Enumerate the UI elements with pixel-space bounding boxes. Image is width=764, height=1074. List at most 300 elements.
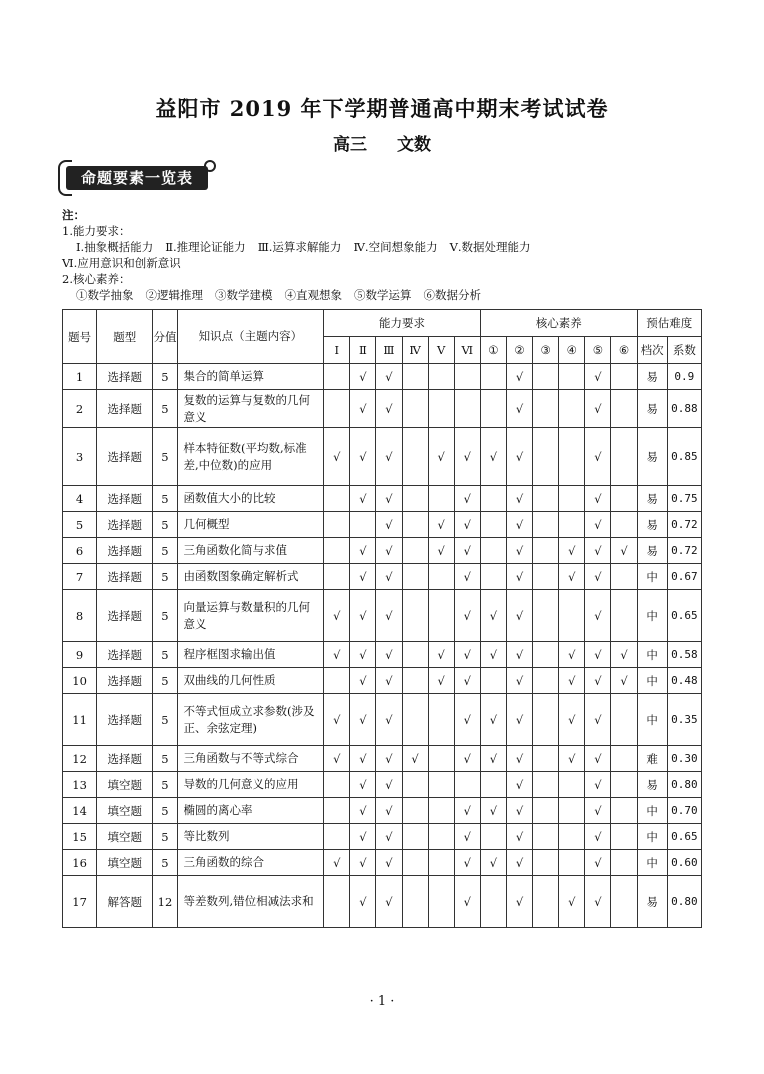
- cell-empty: [324, 486, 350, 512]
- cell-empty: [533, 772, 559, 798]
- cell-empty: [480, 824, 506, 850]
- cell-check: √: [350, 390, 376, 428]
- cell-empty: [350, 512, 376, 538]
- table-row: [63, 876, 702, 928]
- cell-topic: 几何概型: [177, 512, 324, 538]
- cell-empty: [428, 486, 454, 512]
- notes-label: 注：: [62, 208, 85, 222]
- cell-check: √: [324, 850, 350, 876]
- cell-check: √: [324, 694, 350, 746]
- cell-check: √: [376, 798, 402, 824]
- cell-check: √: [350, 428, 376, 486]
- section-banner: [58, 160, 216, 196]
- table-row: [63, 668, 702, 694]
- cell-score: 5: [153, 824, 177, 850]
- cell-check: √: [324, 642, 350, 668]
- cell-check: √: [376, 590, 402, 642]
- table-row: [63, 590, 702, 642]
- cell-check: √: [506, 798, 532, 824]
- table-row: [63, 850, 702, 876]
- cell-empty: [324, 772, 350, 798]
- cell-level: 中: [637, 694, 667, 746]
- header-ability-col: Ⅱ: [350, 337, 376, 364]
- cell-check: √: [350, 538, 376, 564]
- cell-empty: [402, 590, 428, 642]
- cell-check: √: [585, 850, 611, 876]
- cell-score: 5: [153, 428, 177, 486]
- cell-empty: [402, 486, 428, 512]
- cell-topic: 样本特征数(平均数,标准差,中位数)的应用: [177, 428, 324, 486]
- cell-score: 5: [153, 668, 177, 694]
- cell-check: √: [454, 512, 480, 538]
- cell-num: 10: [63, 668, 97, 694]
- cell-check: √: [585, 564, 611, 590]
- cell-check: √: [376, 390, 402, 428]
- cell-coef: 0.65: [667, 590, 701, 642]
- cell-check: √: [585, 798, 611, 824]
- cell-num: 2: [63, 390, 97, 428]
- cell-check: √: [585, 364, 611, 390]
- cell-check: √: [454, 694, 480, 746]
- cell-check: √: [506, 564, 532, 590]
- table-row: [63, 512, 702, 538]
- cell-empty: [480, 564, 506, 590]
- cell-coef: 0.65: [667, 824, 701, 850]
- cell-empty: [533, 850, 559, 876]
- cell-check: √: [506, 668, 532, 694]
- table-row: [63, 694, 702, 746]
- cell-coef: 0.48: [667, 668, 701, 694]
- cell-check: √: [585, 390, 611, 428]
- cell-coef: 0.75: [667, 486, 701, 512]
- cell-empty: [533, 364, 559, 390]
- cell-level: 中: [637, 642, 667, 668]
- cell-check: √: [506, 590, 532, 642]
- cell-check: √: [454, 564, 480, 590]
- header-difficulty: 预估难度: [637, 310, 701, 337]
- cell-check: √: [506, 824, 532, 850]
- cell-empty: [559, 798, 585, 824]
- cell-empty: [324, 512, 350, 538]
- notes-section: [62, 207, 712, 303]
- cell-coef: 0.35: [667, 694, 701, 746]
- cell-score: 5: [153, 642, 177, 668]
- cell-check: √: [506, 390, 532, 428]
- cell-empty: [611, 694, 637, 746]
- cell-num: 6: [63, 538, 97, 564]
- header-topic: 知识点（主题内容）: [177, 310, 324, 364]
- cell-empty: [428, 590, 454, 642]
- cell-score: 5: [153, 390, 177, 428]
- cell-empty: [559, 824, 585, 850]
- cell-check: √: [559, 538, 585, 564]
- table-row: [63, 798, 702, 824]
- cell-empty: [454, 390, 480, 428]
- cell-check: √: [480, 590, 506, 642]
- cell-check: √: [585, 512, 611, 538]
- cell-check: √: [376, 824, 402, 850]
- cell-num: 15: [63, 824, 97, 850]
- cell-score: 5: [153, 538, 177, 564]
- cell-coef: 0.85: [667, 428, 701, 486]
- cell-coef: 0.58: [667, 642, 701, 668]
- cell-num: 5: [63, 512, 97, 538]
- cell-empty: [533, 824, 559, 850]
- cell-coef: 0.30: [667, 746, 701, 772]
- ability-item: Ⅳ.空间想象能力: [353, 240, 438, 254]
- cell-check: √: [585, 746, 611, 772]
- page-title: 益阳市 2019 年下学期普通高中期末考试试卷: [155, 96, 609, 121]
- cell-check: √: [350, 772, 376, 798]
- cell-empty: [611, 824, 637, 850]
- cell-type: 选择题: [97, 564, 153, 590]
- cell-score: 5: [153, 694, 177, 746]
- cell-check: √: [454, 642, 480, 668]
- cell-check: √: [559, 876, 585, 928]
- cell-level: 易: [637, 538, 667, 564]
- table-row: [63, 428, 702, 486]
- cell-check: √: [350, 486, 376, 512]
- cell-coef: 0.72: [667, 512, 701, 538]
- cell-check: √: [376, 486, 402, 512]
- header-ability-col: Ⅴ: [428, 337, 454, 364]
- cell-coef: 0.9: [667, 364, 701, 390]
- cell-empty: [402, 694, 428, 746]
- cell-empty: [402, 668, 428, 694]
- cell-empty: [533, 642, 559, 668]
- cell-empty: [559, 512, 585, 538]
- cell-check: √: [376, 564, 402, 590]
- cell-empty: [480, 772, 506, 798]
- cell-check: √: [559, 564, 585, 590]
- cell-level: 易: [637, 364, 667, 390]
- grade-label: 高三: [333, 135, 368, 155]
- cell-type: 填空题: [97, 798, 153, 824]
- exam-spec-table: [62, 309, 702, 928]
- cell-check: √: [376, 850, 402, 876]
- cell-check: √: [506, 876, 532, 928]
- cell-check: √: [350, 364, 376, 390]
- cell-check: √: [585, 824, 611, 850]
- header-level: 档次: [637, 337, 667, 364]
- cell-num: 17: [63, 876, 97, 928]
- header-core-col: ①: [480, 337, 506, 364]
- cell-topic: 三角函数与不等式综合: [177, 746, 324, 772]
- cell-level: 难: [637, 746, 667, 772]
- cell-empty: [559, 390, 585, 428]
- cell-empty: [402, 428, 428, 486]
- cell-topic: 等差数列,错位相减法求和: [177, 876, 324, 928]
- cell-empty: [324, 798, 350, 824]
- header-ability: 能力要求: [324, 310, 481, 337]
- cell-check: √: [428, 512, 454, 538]
- cell-empty: [611, 590, 637, 642]
- cell-check: √: [559, 746, 585, 772]
- core-item: ④直观想象: [284, 288, 342, 302]
- cell-empty: [480, 364, 506, 390]
- cell-check: √: [611, 642, 637, 668]
- subject-label: 文数: [396, 135, 431, 155]
- cell-score: 5: [153, 364, 177, 390]
- cell-empty: [428, 824, 454, 850]
- table-row: [63, 824, 702, 850]
- cell-score: 5: [153, 564, 177, 590]
- cell-empty: [480, 512, 506, 538]
- cell-type: 选择题: [97, 538, 153, 564]
- cell-empty: [533, 564, 559, 590]
- cell-num: 1: [63, 364, 97, 390]
- cell-check: √: [350, 850, 376, 876]
- cell-type: 选择题: [97, 390, 153, 428]
- cell-empty: [324, 538, 350, 564]
- cell-type: 填空题: [97, 772, 153, 798]
- cell-check: √: [428, 428, 454, 486]
- cell-num: 4: [63, 486, 97, 512]
- cell-topic: 由函数图象确定解析式: [177, 564, 324, 590]
- cell-check: √: [480, 428, 506, 486]
- ability-item: Ⅴ.数据处理能力: [449, 240, 531, 254]
- cell-topic: 集合的简单运算: [177, 364, 324, 390]
- cell-coef: 0.70: [667, 798, 701, 824]
- cell-empty: [611, 746, 637, 772]
- cell-empty: [533, 390, 559, 428]
- header-core: 核心素养: [480, 310, 637, 337]
- cell-check: √: [585, 538, 611, 564]
- cell-coef: 0.72: [667, 538, 701, 564]
- cell-check: √: [585, 668, 611, 694]
- cell-check: √: [585, 772, 611, 798]
- cell-check: √: [506, 538, 532, 564]
- cell-type: 选择题: [97, 746, 153, 772]
- cell-check: √: [585, 428, 611, 486]
- cell-empty: [611, 364, 637, 390]
- cell-check: √: [506, 486, 532, 512]
- core-item: ①数学抽象: [76, 288, 134, 302]
- cell-empty: [402, 512, 428, 538]
- cell-coef: 0.67: [667, 564, 701, 590]
- cell-empty: [480, 486, 506, 512]
- cell-check: √: [350, 746, 376, 772]
- cell-empty: [402, 772, 428, 798]
- cell-empty: [402, 642, 428, 668]
- header-core-col: ⑥: [611, 337, 637, 364]
- cell-type: 填空题: [97, 824, 153, 850]
- cell-num: 8: [63, 590, 97, 642]
- cell-type: 填空题: [97, 850, 153, 876]
- cell-empty: [559, 772, 585, 798]
- cell-empty: [559, 850, 585, 876]
- cell-level: 易: [637, 428, 667, 486]
- cell-empty: [480, 390, 506, 428]
- cell-num: 14: [63, 798, 97, 824]
- ability-list: [62, 239, 712, 255]
- cell-check: √: [376, 694, 402, 746]
- cell-check: √: [376, 772, 402, 798]
- cell-check: √: [324, 746, 350, 772]
- cell-empty: [324, 876, 350, 928]
- cell-check: √: [428, 642, 454, 668]
- cell-empty: [533, 876, 559, 928]
- table-row: [63, 642, 702, 668]
- cell-level: 易: [637, 512, 667, 538]
- cell-topic: 双曲线的几何性质: [177, 668, 324, 694]
- cell-check: √: [585, 694, 611, 746]
- cell-check: √: [454, 538, 480, 564]
- cell-topic: 向量运算与数量积的几何意义: [177, 590, 324, 642]
- header-core-col: ②: [506, 337, 532, 364]
- cell-empty: [324, 364, 350, 390]
- cell-check: √: [376, 876, 402, 928]
- table-row: [63, 538, 702, 564]
- cell-topic: 程序框图求输出值: [177, 642, 324, 668]
- cell-type: 解答题: [97, 876, 153, 928]
- header-core-col: ④: [559, 337, 585, 364]
- cell-empty: [428, 564, 454, 590]
- header-ability-col: Ⅰ: [324, 337, 350, 364]
- cell-empty: [428, 390, 454, 428]
- cell-num: 12: [63, 746, 97, 772]
- cell-check: √: [480, 746, 506, 772]
- cell-check: √: [350, 642, 376, 668]
- cell-empty: [533, 694, 559, 746]
- cell-check: √: [480, 694, 506, 746]
- scroll-curl-right-icon: [204, 160, 216, 172]
- cell-check: √: [480, 850, 506, 876]
- cell-num: 13: [63, 772, 97, 798]
- cell-empty: [533, 486, 559, 512]
- cell-level: 中: [637, 590, 667, 642]
- cell-empty: [533, 590, 559, 642]
- header-ability-col: Ⅳ: [402, 337, 428, 364]
- cell-empty: [402, 564, 428, 590]
- core-list: [62, 287, 712, 303]
- cell-check: √: [454, 746, 480, 772]
- cell-empty: [324, 564, 350, 590]
- cell-empty: [428, 772, 454, 798]
- cell-score: 12: [153, 876, 177, 928]
- cell-score: 5: [153, 798, 177, 824]
- cell-level: 中: [637, 824, 667, 850]
- cell-level: 易: [637, 876, 667, 928]
- cell-level: 中: [637, 798, 667, 824]
- cell-score: 5: [153, 512, 177, 538]
- cell-topic: 不等式恒成立求参数(涉及正、余弦定理): [177, 694, 324, 746]
- cell-check: √: [376, 364, 402, 390]
- cell-empty: [611, 390, 637, 428]
- cell-check: √: [585, 486, 611, 512]
- table-row: [63, 564, 702, 590]
- core-item: ⑤数学运算: [354, 288, 412, 302]
- cell-score: 5: [153, 590, 177, 642]
- cell-type: 选择题: [97, 668, 153, 694]
- cell-check: √: [350, 798, 376, 824]
- cell-check: √: [480, 642, 506, 668]
- cell-score: 5: [153, 772, 177, 798]
- cell-check: √: [506, 642, 532, 668]
- cell-check: √: [376, 538, 402, 564]
- cell-check: √: [350, 564, 376, 590]
- cell-check: √: [324, 590, 350, 642]
- cell-check: √: [376, 428, 402, 486]
- cell-check: √: [376, 746, 402, 772]
- cell-empty: [559, 364, 585, 390]
- header-type: 题型: [97, 310, 153, 364]
- cell-check: √: [324, 428, 350, 486]
- ability-item: Ⅰ.抽象概括能力: [76, 240, 154, 254]
- cell-empty: [428, 850, 454, 876]
- cell-type: 选择题: [97, 364, 153, 390]
- cell-empty: [402, 850, 428, 876]
- cell-empty: [454, 772, 480, 798]
- cell-check: √: [428, 668, 454, 694]
- cell-topic: 三角函数的综合: [177, 850, 324, 876]
- cell-check: √: [350, 590, 376, 642]
- cell-topic: 等比数列: [177, 824, 324, 850]
- cell-empty: [480, 876, 506, 928]
- cell-type: 选择题: [97, 486, 153, 512]
- cell-check: √: [611, 668, 637, 694]
- header-num: 题号: [63, 310, 97, 364]
- cell-check: √: [454, 824, 480, 850]
- cell-empty: [324, 668, 350, 694]
- cell-empty: [402, 824, 428, 850]
- cell-type: 选择题: [97, 590, 153, 642]
- cell-empty: [611, 428, 637, 486]
- cell-empty: [480, 668, 506, 694]
- cell-empty: [402, 390, 428, 428]
- cell-check: √: [454, 590, 480, 642]
- cell-type: 选择题: [97, 428, 153, 486]
- cell-empty: [533, 746, 559, 772]
- cell-empty: [611, 850, 637, 876]
- banner-label: 命题要素一览表: [66, 166, 208, 190]
- cell-empty: [533, 428, 559, 486]
- ability-item-6: Ⅵ.应用意识和创新意识: [62, 256, 181, 270]
- ability-item: Ⅱ.推理论证能力: [165, 240, 246, 254]
- cell-empty: [533, 512, 559, 538]
- cell-empty: [559, 428, 585, 486]
- core-item: ②逻辑推理: [145, 288, 203, 302]
- table-row: [63, 746, 702, 772]
- header-ability-col: Ⅲ: [376, 337, 402, 364]
- core-title: 2.核心素养：: [62, 272, 131, 286]
- table-row: [63, 364, 702, 390]
- cell-check: √: [376, 512, 402, 538]
- cell-check: √: [402, 746, 428, 772]
- cell-empty: [428, 876, 454, 928]
- cell-empty: [402, 364, 428, 390]
- cell-check: √: [585, 876, 611, 928]
- cell-level: 中: [637, 850, 667, 876]
- cell-check: √: [454, 486, 480, 512]
- cell-topic: 函数值大小的比较: [177, 486, 324, 512]
- cell-empty: [611, 798, 637, 824]
- cell-check: √: [506, 772, 532, 798]
- cell-empty: [480, 538, 506, 564]
- cell-empty: [428, 694, 454, 746]
- cell-check: √: [585, 590, 611, 642]
- cell-coef: 0.60: [667, 850, 701, 876]
- header-core-col: ⑤: [585, 337, 611, 364]
- cell-empty: [533, 798, 559, 824]
- cell-empty: [402, 798, 428, 824]
- cell-check: √: [454, 876, 480, 928]
- cell-check: √: [506, 428, 532, 486]
- cell-num: 11: [63, 694, 97, 746]
- cell-empty: [611, 564, 637, 590]
- cell-check: √: [350, 694, 376, 746]
- cell-topic: 导数的几何意义的应用: [177, 772, 324, 798]
